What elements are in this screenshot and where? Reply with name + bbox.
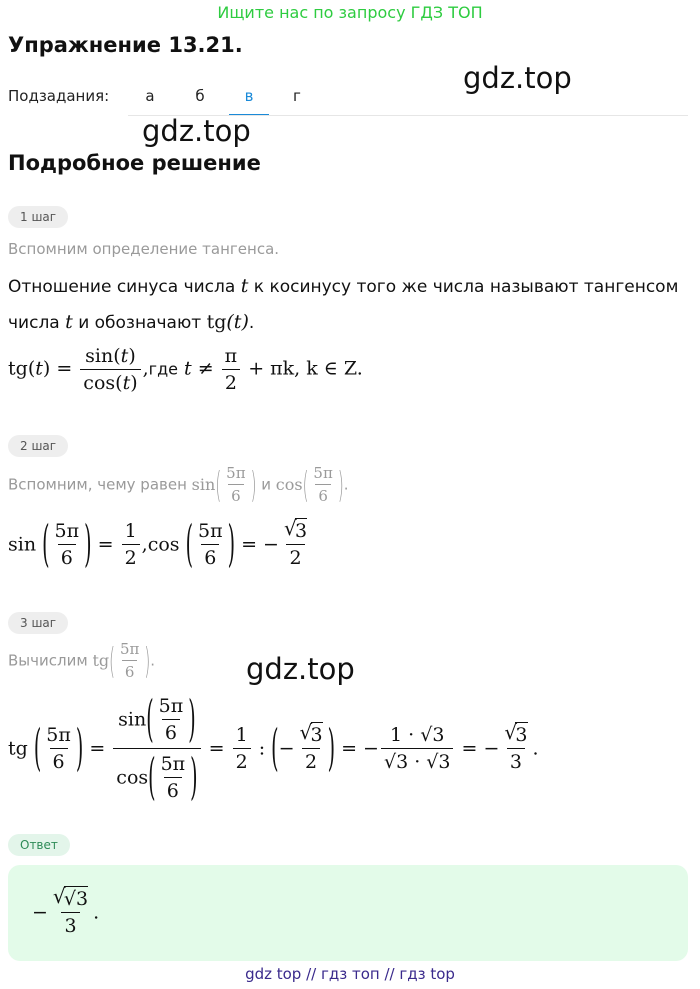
tab-a[interactable]: а xyxy=(145,87,155,105)
tangent-definition-formula: tg(t) = $\frac{\sin(t)}{\cos(t)}$ ,где t ≠ $\frac{\pi}{2}$ + πk, k ∈ Z. xyxy=(8,345,363,394)
step-3-chip: 3 шаг xyxy=(8,612,68,634)
subtasks-label: Подзадания: xyxy=(8,87,110,105)
answer-chip: Ответ xyxy=(8,834,70,856)
watermark: gdz.top xyxy=(246,652,355,686)
step-1-hint: Вспомним определение тангенса. xyxy=(8,240,280,258)
step-2-hint: Вспомним, чему равен sin( $\frac{5\pi}{6}$ ) и cos( $\frac{5\pi}{6}$ ). xyxy=(8,462,349,507)
exercise-title: Упражнение 13.21. xyxy=(8,33,243,57)
search-banner[interactable]: Ищите нас по запросу ГДЗ ТОП xyxy=(217,3,483,22)
definition-line-1: Отношение синуса числа t к косинусу того же числа называют тангенсом xyxy=(8,275,679,297)
tangent-computation-formula: tg ( $\frac{5\pi}{6}$ ) = sin( $\frac{5\pi}{6}$ ) cos( $\frac{5\pi}{6}$ ) = $\frac{1}{2}$ : (− √ 3 2 ) = − $\frac{1 \cdot √3}{√3 \cdot √3}$ = − √ 3 3 . xyxy=(8,690,539,807)
definition-line-2: числа t и обозначают tg(t). xyxy=(8,311,255,333)
answer-box xyxy=(8,865,688,961)
tab-v[interactable]: в xyxy=(244,87,254,105)
step-2-chip: 2 шаг xyxy=(8,435,68,457)
step-1-chip: 1 шаг xyxy=(8,206,68,228)
tab-b[interactable]: б xyxy=(195,87,205,105)
watermark: gdz.top xyxy=(142,114,251,148)
solution-heading: Подробное решение xyxy=(8,151,261,175)
footer-links[interactable]: gdz top // гдз топ // гдз top xyxy=(245,965,455,983)
sin-cos-values-formula: sin ( $\frac{5\pi}{6}$ ) = $\frac{1}{2}$ ,cos ( $\frac{5\pi}{6}$ ) = − √ 3 2 xyxy=(8,515,308,574)
step-3-hint: Вычислим tg( $\frac{5\pi}{6}$ ). xyxy=(8,638,156,683)
answer-value: − √ √3 3 . xyxy=(32,884,100,937)
watermark: gdz.top xyxy=(463,61,572,95)
tab-g[interactable]: г xyxy=(293,87,301,105)
